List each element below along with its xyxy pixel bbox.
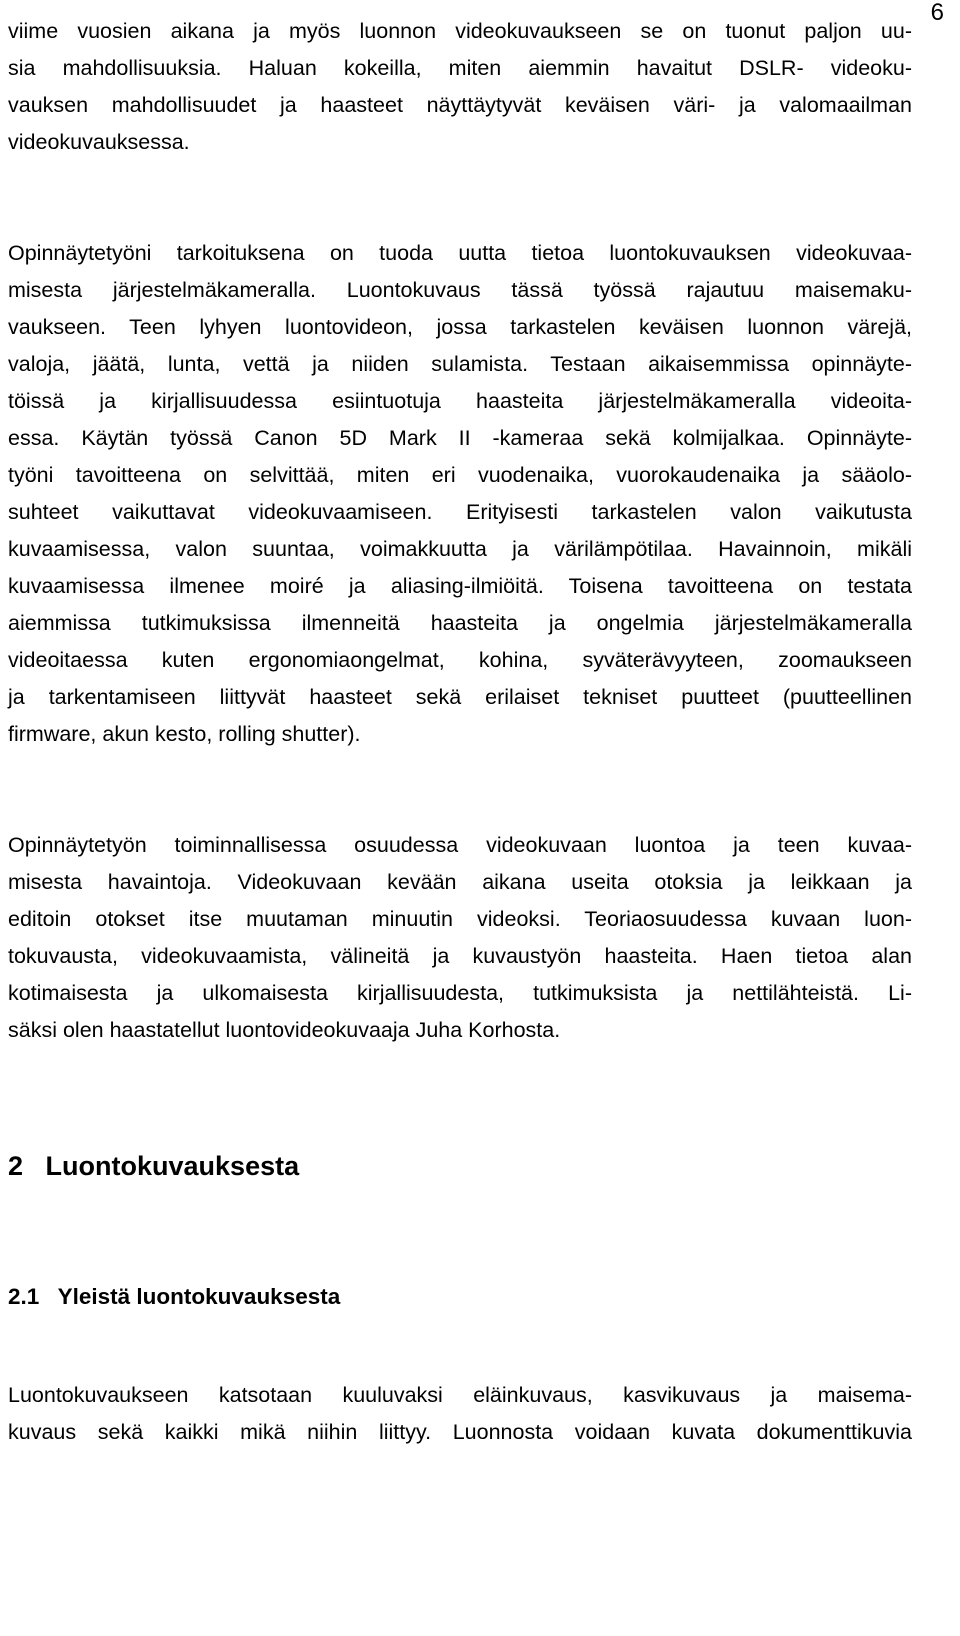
text-line: työni tavoitteena on selvittää, miten eri vuodenaika, vuorokaudenaika ja sääolo- bbox=[8, 463, 912, 487]
subsection-title: Yleistä luontokuvauksesta bbox=[57, 1284, 341, 1309]
text-line: Luontokuvaukseen katsotaan kuuluvaksi eläinkuvaus, kasvikuvaus ja maisema- bbox=[8, 1383, 912, 1407]
text-line: kuvaamisessa, valon suuntaa, voimakkuutta ja värilämpötilaa. Havainnoin, mikäli bbox=[8, 537, 912, 561]
text-line: vauksen mahdollisuudet ja haasteet näyttäytyvät keväisen väri- ja valomaailman bbox=[8, 93, 912, 117]
page-number: 6 bbox=[930, 0, 944, 26]
text-line: ja tarkentamiseen liittyvät haasteet sekä erilaiset tekniset puutteet (puutteellinen bbox=[8, 685, 912, 709]
subsection-heading bbox=[8, 1283, 340, 1311]
text-line: editoin otokset itse muutaman minuutin videoksi. Teoriaosuudessa kuvaan luon- bbox=[8, 907, 912, 931]
section-number: 2 bbox=[8, 1151, 24, 1181]
text-line: töissä ja kirjallisuudessa esiintuotuja haasteita järjestelmäkameralla videoita- bbox=[8, 389, 912, 413]
text-line: Opinnäytetyöni tarkoituksena on tuoda uutta tietoa luontokuvauksen videokuvaa- bbox=[8, 241, 912, 265]
text-line: kotimaisesta ja ulkomaisesta kirjallisuudesta, tutkimuksista ja nettilähteistä. Li- bbox=[8, 981, 912, 1005]
text-line: tokuvausta, videokuvaamista, välineitä ja kuvaustyön haasteita. Haen tietoa alan bbox=[8, 944, 912, 968]
text-line: videoitaessa kuten ergonomiaongelmat, kohina, syväterävyyteen, zoomaukseen bbox=[8, 648, 912, 672]
text-line: kuvaus sekä kaikki mikä niihin liittyy. Luonnosta voidaan kuvata dokumenttikuvia bbox=[8, 1420, 912, 1444]
text-line: essa. Käytän työssä Canon 5D Mark II -kameraa sekä kolmijalkaa. Opinnäyte- bbox=[8, 426, 912, 450]
text-line: Opinnäytetyön toiminnallisessa osuudessa videokuvaan luontoa ja teen kuvaa- bbox=[8, 833, 912, 857]
text-line: misesta järjestelmäkameralla. Luontokuvaus tässä työssä rajautuu maisemaku- bbox=[8, 278, 912, 302]
subsection-number: 2.1 bbox=[8, 1284, 40, 1309]
text-line: videokuvauksessa. bbox=[8, 130, 190, 154]
text-line: säksi olen haastatellut luontovideokuvaaja Juha Korhosta. bbox=[8, 1018, 561, 1042]
text-line: aiemmissa tutkimuksissa ilmenneitä haasteita ja ongelmia järjestelmäkameralla bbox=[8, 611, 912, 635]
text-line: vaukseen. Teen lyhyen luontovideon, jossa tarkastelen keväisen luonnon värejä, bbox=[8, 315, 912, 339]
text-line: firmware, akun kesto, rolling shutter). bbox=[8, 722, 361, 746]
text-line: valoja, jäätä, lunta, vettä ja niiden sulamista. Testaan aikaisemmissa opinnäyte- bbox=[8, 352, 912, 376]
text-line: misesta havaintoja. Videokuvaan kevään aikana useita otoksia ja leikkaan ja bbox=[8, 870, 912, 894]
section-heading bbox=[8, 1150, 299, 1182]
section-title: Luontokuvauksesta bbox=[45, 1151, 300, 1181]
text-line: kuvaamisessa ilmenee moiré ja aliasing-ilmiöitä. Toisena tavoitteena on testata bbox=[8, 574, 912, 598]
text-line: suhteet vaikuttavat videokuvaamiseen. Erityisesti tarkastelen valon vaikutusta bbox=[8, 500, 912, 524]
text-line: sia mahdollisuuksia. Haluan kokeilla, miten aiemmin havaitut DSLR- videoku- bbox=[8, 56, 912, 80]
text-line: viime vuosien aikana ja myös luonnon videokuvaukseen se on tuonut paljon uu- bbox=[8, 19, 912, 43]
